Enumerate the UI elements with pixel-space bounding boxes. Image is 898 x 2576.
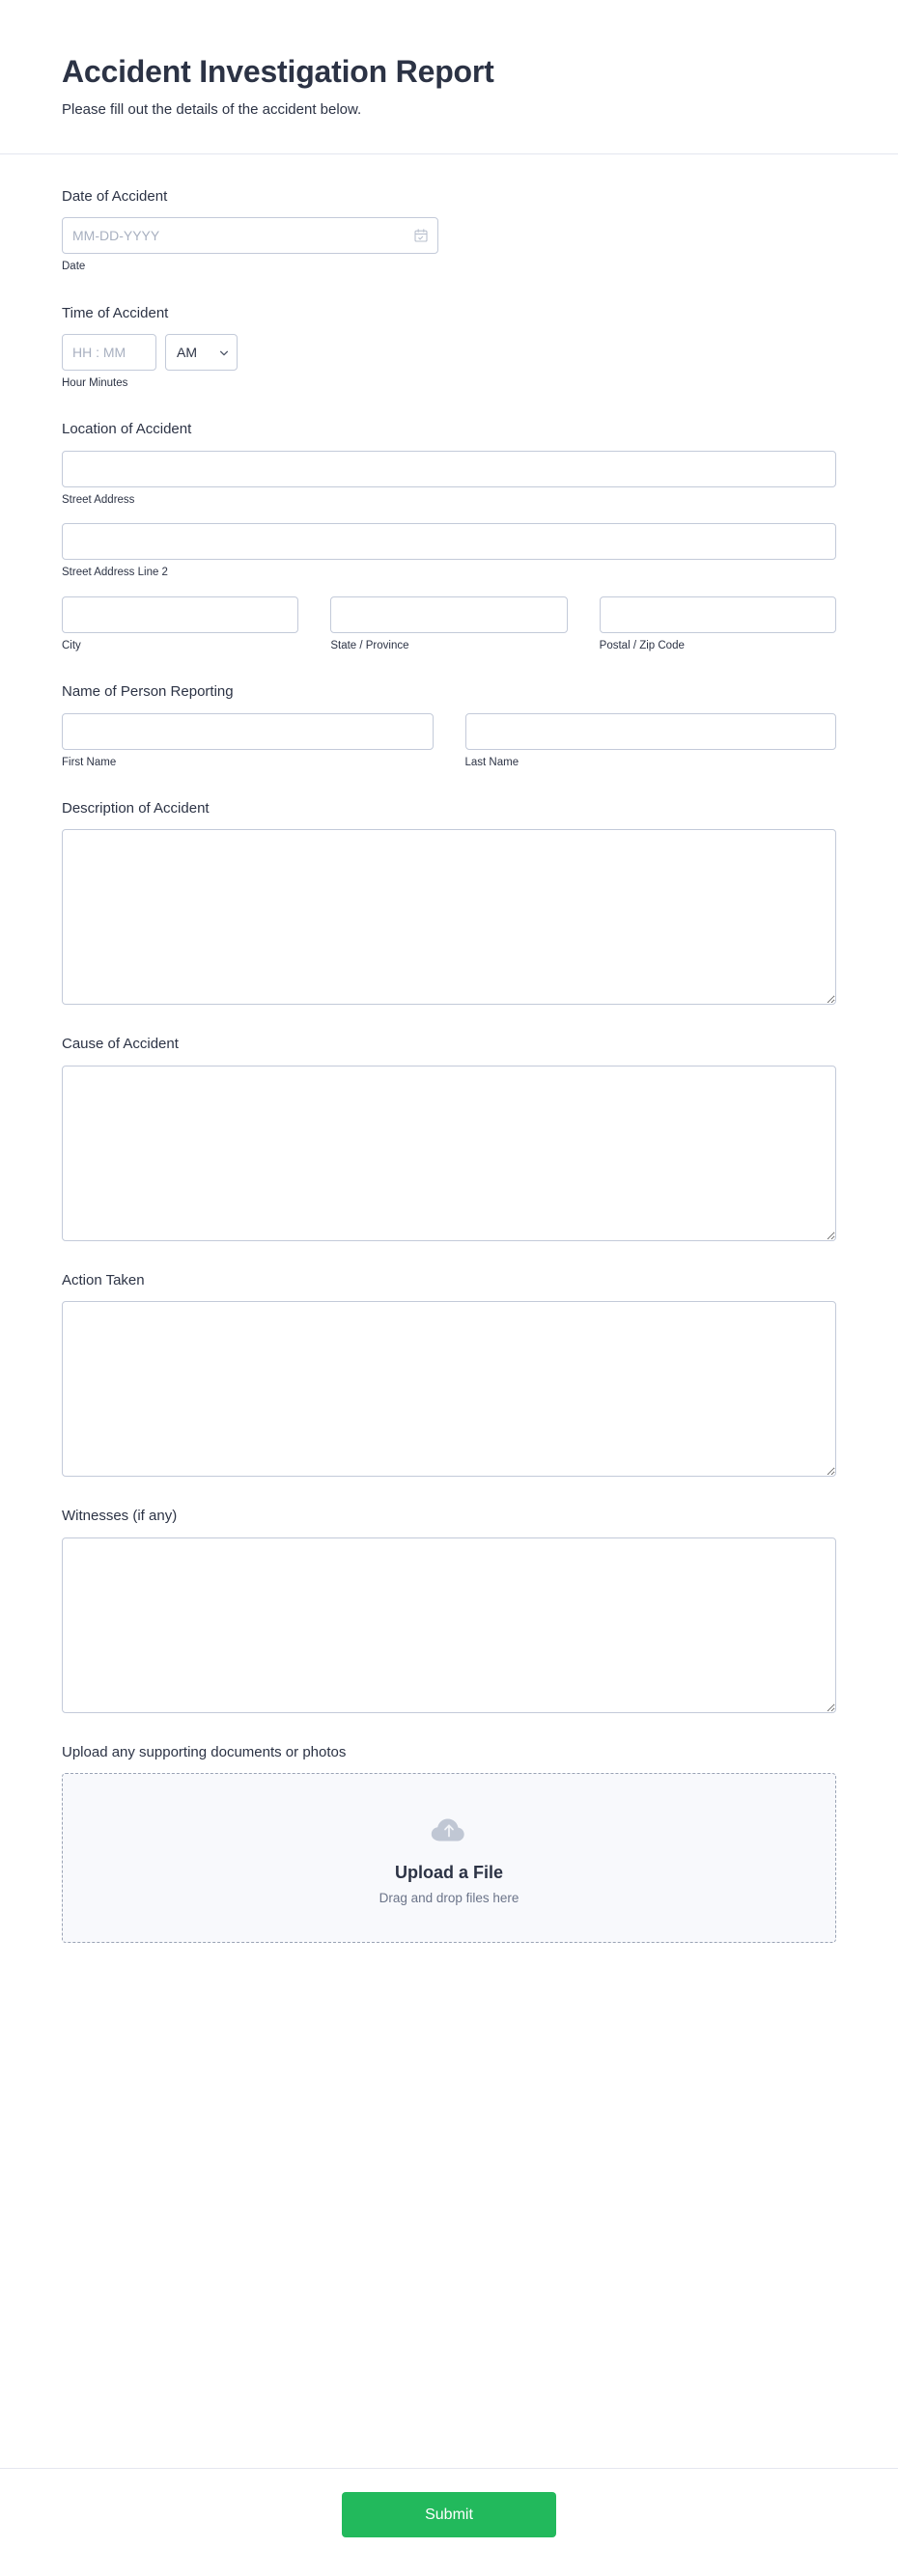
field-date-of-accident <box>62 187 836 274</box>
last-name-sub-label: Last Name <box>464 756 519 768</box>
state-sub-label: State / Province <box>330 639 409 651</box>
postal-wrapper <box>600 596 836 652</box>
street-address-input[interactable] <box>62 451 836 487</box>
field-location-of-accident <box>62 420 836 652</box>
action-taken-label: Action Taken <box>62 1271 145 1288</box>
form-header <box>0 0 898 154</box>
state-wrapper <box>330 596 567 652</box>
street-address-2-input[interactable] <box>62 523 836 560</box>
witnesses-textarea[interactable] <box>62 1537 836 1713</box>
submit-button[interactable]: Submit <box>342 2492 556 2537</box>
field-time-of-accident <box>62 304 836 391</box>
city-state-zip-row <box>62 596 836 652</box>
first-name-input[interactable] <box>62 713 434 750</box>
date-input[interactable] <box>62 217 438 254</box>
city-input[interactable] <box>62 596 298 633</box>
field-witnesses <box>62 1507 836 1713</box>
person-reporting-label: Name of Person Reporting <box>62 683 234 701</box>
action-taken-textarea[interactable] <box>62 1301 836 1477</box>
upload-label: Upload any supporting documents or photos <box>62 1743 347 1760</box>
field-person-reporting <box>62 682 836 769</box>
last-name-input[interactable] <box>465 713 837 750</box>
upload-hint: Drag and drop files here <box>379 1890 519 1905</box>
first-name-wrapper <box>62 713 434 769</box>
time-sub-label: Hour Minutes <box>62 377 128 390</box>
date-sub-label: Date <box>62 261 86 273</box>
field-upload <box>62 1743 836 1944</box>
page-subtitle: Please fill out the details of the accident below. <box>62 101 362 119</box>
field-action-taken <box>62 1271 836 1478</box>
cause-of-accident-textarea[interactable] <box>62 1066 836 1241</box>
name-row <box>62 713 836 769</box>
city-wrapper <box>62 596 298 652</box>
file-upload-dropzone[interactable] <box>62 1773 836 1943</box>
meridiem-select-wrapper <box>165 334 238 371</box>
last-name-wrapper <box>465 713 837 769</box>
street-address-sub-label: Street Address <box>62 493 135 506</box>
postal-input[interactable] <box>600 596 836 633</box>
location-of-accident-label: Location of Accident <box>62 421 192 438</box>
time-input[interactable] <box>62 334 156 371</box>
meridiem-select[interactable] <box>165 334 238 371</box>
page-title: Accident Investigation Report <box>62 54 494 89</box>
street-address-wrapper <box>62 451 836 507</box>
time-of-accident-label: Time of Accident <box>62 304 169 321</box>
street-address-2-sub-label: Street Address Line 2 <box>62 567 168 579</box>
form-body <box>0 154 898 2427</box>
upload-title: Upload a File <box>394 1863 504 1882</box>
time-input-wrapper <box>62 334 156 371</box>
description-of-accident-label: Description of Accident <box>62 799 210 817</box>
first-name-sub-label: First Name <box>62 756 117 768</box>
time-input-row <box>62 334 836 371</box>
form-footer <box>0 2468 898 2576</box>
state-input[interactable] <box>330 596 567 633</box>
postal-sub-label: Postal / Zip Code <box>599 639 685 651</box>
date-input-wrapper <box>62 217 438 254</box>
field-cause-of-accident <box>62 1035 836 1241</box>
date-of-accident-label: Date of Accident <box>62 187 168 205</box>
cause-of-accident-label: Cause of Accident <box>62 1036 179 1053</box>
city-sub-label: City <box>62 639 81 651</box>
field-description-of-accident <box>62 799 836 1006</box>
cloud-upload-icon <box>430 1811 468 1849</box>
street-address-2-wrapper <box>62 523 836 579</box>
witnesses-label: Witnesses (if any) <box>62 1508 178 1525</box>
description-of-accident-textarea[interactable] <box>62 829 836 1005</box>
